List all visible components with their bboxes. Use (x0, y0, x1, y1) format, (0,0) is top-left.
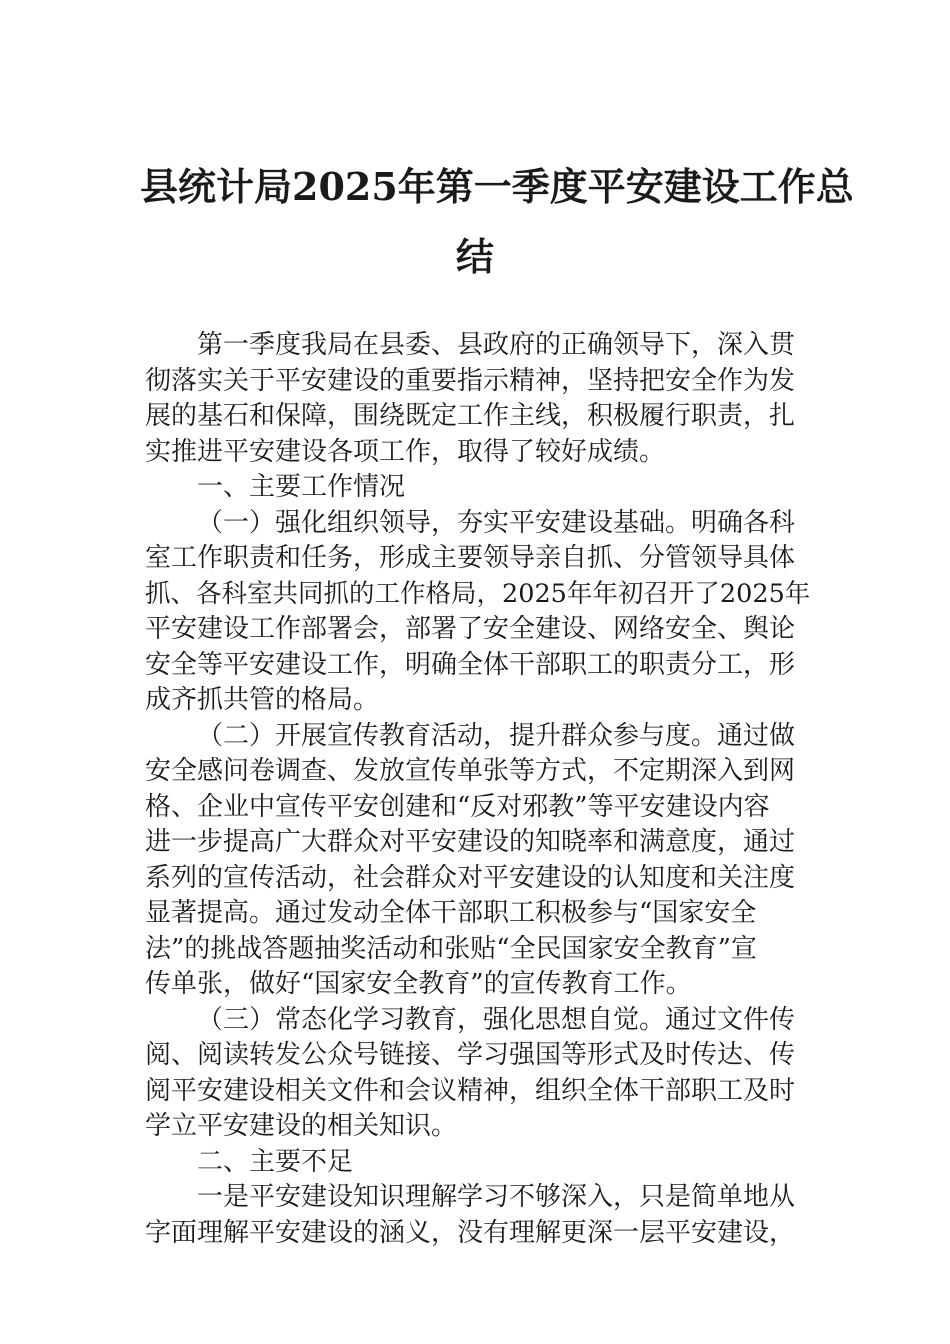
document-body (145, 328, 810, 1251)
body-text-line: 成齐抓共管的格局。 (145, 685, 380, 715)
body-text-line: 一、主要工作情况 (197, 472, 406, 502)
document-title-line-2: 结 (455, 234, 494, 279)
body-text-line: 字面理解平安建设的涵义，没有理解更深一层平安建设， (145, 1217, 796, 1248)
body-text-line: （三）常态化学习教育，强化思想自觉。通过文件传 (197, 1004, 796, 1035)
body-text-line: 彻落实关于平安建设的重要指示精神，坚持把安全作为发 (145, 365, 796, 396)
body-text-line: 二、主要不足 (197, 1146, 354, 1177)
body-text-line: 传单张，做好“国家安全教育”的宣传教育工作。 (145, 969, 692, 999)
body-text-line: 安全感问卷调查、发放宣传单张等方式，不定期深入到网 (145, 756, 796, 786)
body-text-line: （二）开展宣传教育活动，提升群众参与度。通过做 (197, 720, 796, 751)
body-text-line: （一）强化组织领导，夯实平安建设基础。明确各科 (197, 507, 796, 538)
document-title-line-1: 县统计局2025年第一季度平安建设工作总 (140, 164, 854, 209)
body-text-line: 学立平安建设的相关知识。 (145, 1111, 458, 1141)
body-text-line: 阅、阅读转发公众号链接、学习强国等形式及时传达、传 (145, 1040, 796, 1070)
body-text-line: 抓、各科室共同抓的工作格局，2025年年初召开了2025年 (145, 578, 811, 609)
body-text-line: 平安建设工作部署会，部署了安全建设、网络安全、舆论 (145, 614, 796, 644)
body-text-line: 展的基石和保障，围绕既定工作主线，积极履行职责，扎 (145, 401, 796, 431)
body-text-line: 系列的宣传活动，社会群众对平安建设的认知度和关注度 (145, 862, 796, 893)
body-text-line: 安全等平安建设工作，明确全体干部职工的职责分工，形 (145, 649, 796, 680)
body-text-line: 阅平安建设相关文件和会议精神，组织全体干部职工及时 (145, 1075, 796, 1106)
body-text-line: 进一步提高广大群众对平安建设的知晓率和满意度，通过 (145, 827, 796, 857)
body-text-line: 法”的挑战答题抽奖活动和张贴“全民国家安全教育”宣 (145, 933, 757, 964)
body-text-line: 一是平安建设知识理解学习不够深入，只是简单地从 (197, 1182, 796, 1212)
body-text-line: 显著提高。通过发动全体干部职工积极参与“国家安全 (145, 898, 757, 928)
body-text-line: 实推进平安建设各项工作，取得了较好成绩。 (145, 436, 666, 467)
body-text-line: 室工作职责和任务，形成主要领导亲自抓、分管领导具体 (145, 543, 796, 573)
body-text-line: 格、企业中宣传平安创建和“反对邪教”等平安建设内容 (145, 791, 770, 822)
body-text-line: 第一季度我局在县委、县政府的正确领导下，深入贯 (197, 330, 796, 360)
